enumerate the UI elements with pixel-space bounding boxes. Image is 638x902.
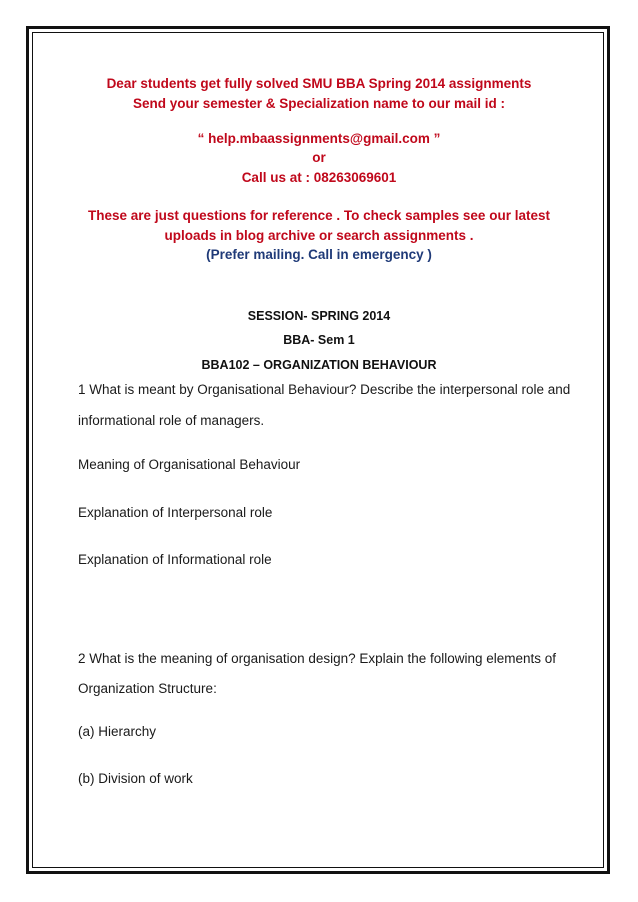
promo-notice-line-1: These are just questions for reference . To check samples see our latest <box>88 208 550 223</box>
session-title: SESSION- SPRING 2014 <box>247 309 391 323</box>
course-title: BBA102 – ORGANIZATION BEHAVIOUR <box>201 358 437 372</box>
promo-or: or <box>312 150 326 165</box>
semester-title: BBA- Sem 1 <box>283 333 355 347</box>
question-1-point-interpersonal: Explanation of Interpersonal role <box>78 505 273 520</box>
question-2-line-2: Organization Structure: <box>78 681 217 696</box>
promo-prefer-note: (Prefer mailing. Call in emergency ) <box>206 247 432 262</box>
question-1-line-1: 1 What is meant by Organisational Behaviour? Describe the interpersonal role and <box>78 382 571 397</box>
question-1-point-meaning: Meaning of Organisational Behaviour <box>78 457 301 472</box>
question-2-line-1: 2 What is the meaning of organisation design? Explain the following elements of <box>78 651 557 666</box>
question-1-line-2: informational role of managers. <box>78 413 265 428</box>
promo-notice-line-2: uploads in blog archive or search assignments . <box>164 228 474 243</box>
promo-call: Call us at : 08263069601 <box>241 170 397 185</box>
question-1-point-informational: Explanation of Informational role <box>78 552 272 567</box>
promo-line-1: Dear students get fully solved SMU BBA Spring 2014 assignments <box>106 76 532 91</box>
promo-email: “ help.mbaassignments@gmail.com ” <box>197 131 441 146</box>
question-2-point-division-of-work: (b) Division of work <box>78 771 193 786</box>
question-2-point-hierarchy: (a) Hierarchy <box>78 724 157 739</box>
promo-line-2: Send your semester & Specialization name to our mail id : <box>132 96 506 111</box>
